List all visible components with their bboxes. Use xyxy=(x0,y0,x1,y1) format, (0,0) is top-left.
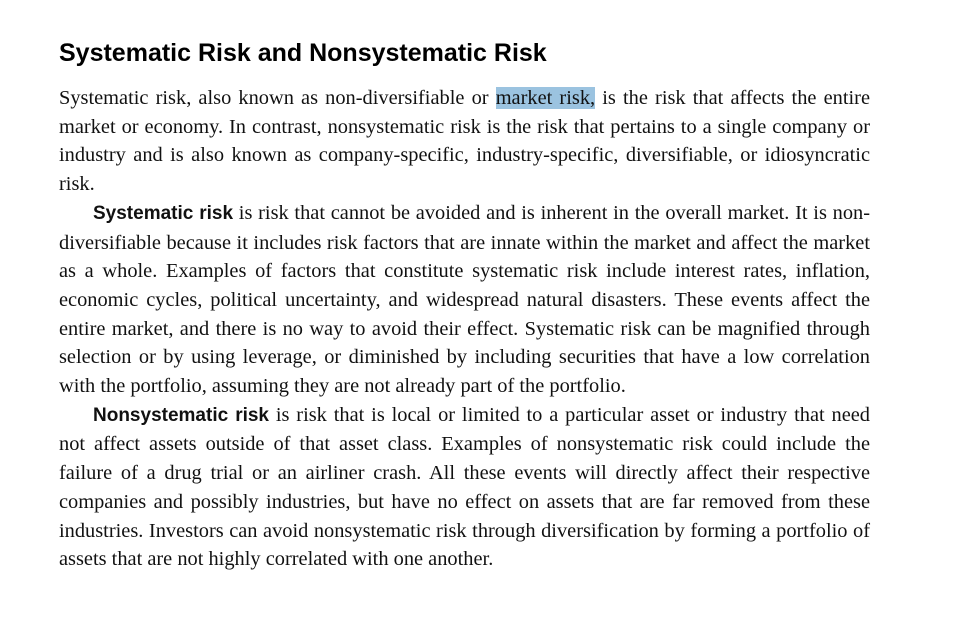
selected-text-highlight[interactable]: market risk, xyxy=(495,87,596,109)
systematic-risk-paragraph xyxy=(59,199,870,401)
nonsystematic-risk-body: is risk that is local or limited to a particular asset or industry that need not affect assets outside of that asset class. Examples of nonsystematic risk could include the failure of a drug trial or an airliner crash. All these events will directly affect their respective companies and possibly industries, but have no effect on assets that are far removed from these industries. Investors can avoid nonsystematic risk through diversification by forming a portfolio of assets that are not highly correlated with one another. xyxy=(59,403,870,571)
intro-text-after: is the risk that affects the entire market or economy. In contrast, nonsystematic risk is the risk that pertains to a single company or industry and is also known as company-specific, industry-specific, diversifiable, or idiosyncratic risk. xyxy=(59,87,870,196)
systematic-risk-body: is risk that cannot be avoided and is inherent in the overall market. It is non-diversifiable because it includes risk factors that are innate within the market and affect the market as a whole. Examples of factors that constitute systematic risk include interest rates, inflation, economic cycles, political uncertainty, and widespread natural disasters. These events affect the entire market, and there is no way to avoid their effect. Systematic risk can be magnified through selection or by using leverage, or diminished by including securities that have a low correlation with the portfolio, assuming they are not already part of the portfolio. xyxy=(59,201,871,398)
intro-paragraph xyxy=(59,84,870,199)
systematic-risk-term: Systematic risk xyxy=(93,202,234,224)
nonsystematic-risk-term: Nonsystematic risk xyxy=(93,404,269,426)
intro-text-before: Systematic risk, also known as non-diversifiable or xyxy=(59,87,496,109)
document-page xyxy=(59,36,870,574)
section-heading: Systematic Risk and Nonsystematic Risk xyxy=(59,39,547,67)
nonsystematic-risk-paragraph xyxy=(59,401,870,574)
